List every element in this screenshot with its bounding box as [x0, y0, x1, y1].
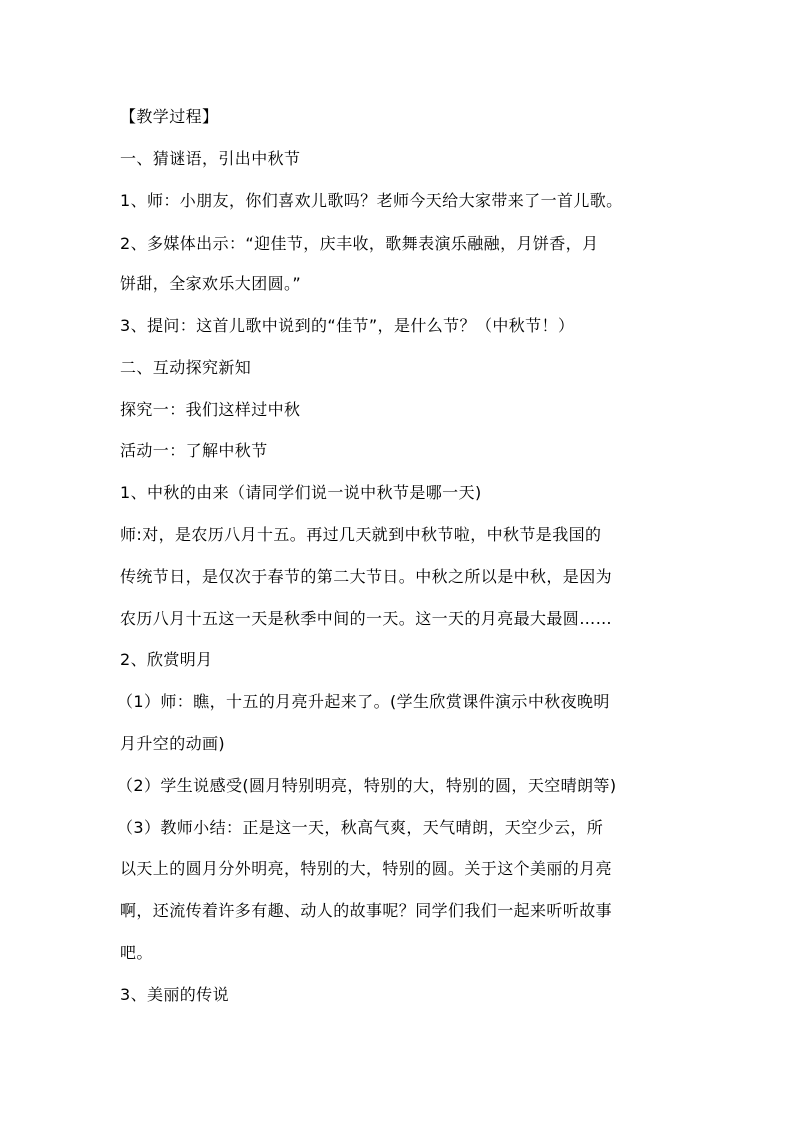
paragraph-line: 2、多媒体出示：“迎佳节，庆丰收，歌舞表演乐融融，月饼香，月: [120, 234, 599, 253]
paragraph-line: （1）师：瞧，十五的月亮升起来了。(学生欣赏课件演示中秋夜晚明: [117, 692, 610, 711]
subheading-explore-one: 探究一：我们这样过中秋: [120, 400, 301, 419]
paragraph-line: 啊，还流传着许多有趣、动人的故事呢？同学们我们一起来听听故事: [120, 901, 613, 920]
paragraph-line: 3、提问：这首儿歌中说到的“佳节”，是什么节？（中秋节！）: [120, 316, 575, 335]
paragraph-line: 饼甜，全家欢乐大团圆。”: [120, 274, 302, 293]
paragraph-line: （3）教师小结：正是这一天，秋高气爽，天气晴朗，天空少云，所: [117, 818, 604, 837]
subheading-appreciate-moon: 2、欣赏明月: [120, 650, 213, 669]
paragraph-line: 师:对，是农历八月十五。再过几天就到中秋节啦，中秋节是我国的: [120, 525, 602, 544]
heading-interactive-explore: 二、互动探究新知: [120, 358, 252, 377]
paragraph-line: 1、师：小朋友，你们喜欢儿歌吗？老师今天给大家带来了一首儿歌。: [120, 191, 623, 210]
paragraph-line: 吧。: [120, 943, 153, 962]
heading-riddle: 一、猜谜语，引出中秋节: [120, 149, 301, 168]
paragraph-line: （2）学生说感受(圆月特别明亮，特别的大，特别的圆，天空晴朗等): [117, 776, 617, 795]
subheading-beautiful-legend: 3、美丽的传说: [120, 985, 229, 1004]
paragraph-line: 农历八月十五这一天是秋季中间的一天。这一天的月亮最大最圆……: [120, 609, 613, 628]
subheading-activity-one: 活动一：了解中秋节: [120, 441, 268, 460]
paragraph-line: 月升空的动画): [120, 734, 226, 753]
paragraph-line: 传统节日，是仅次于春节的第二大节日。中秋之所以是中秋，是因为: [120, 567, 613, 586]
section-heading-teaching-process: 【教学过程】: [120, 107, 219, 126]
paragraph-line: 以天上的圆月分外明亮，特别的大，特别的圆。关于这个美丽的月亮: [120, 859, 613, 878]
paragraph-line: 1、中秋的由来（请同学们说一说中秋节是哪一天): [120, 483, 482, 502]
